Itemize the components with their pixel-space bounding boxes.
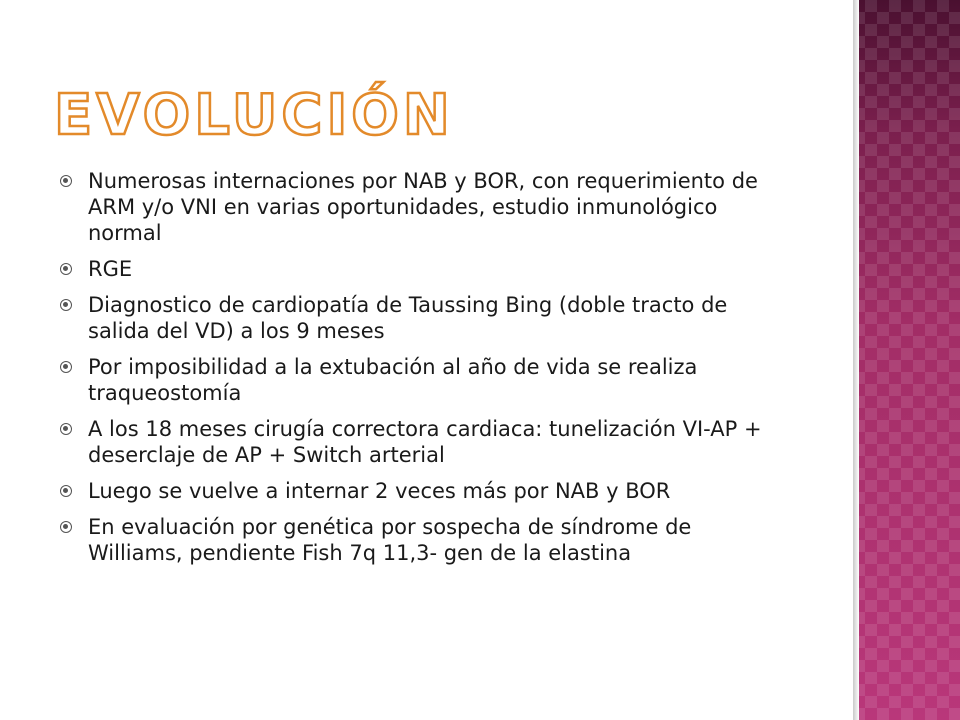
bullet-item — [60, 292, 780, 344]
bullet-text: Numerosas internaciones por NAB y BOR, con requerimiento de ARM y/o VNI en varias oportunidades, estudio inmunológico normal — [88, 169, 758, 245]
bullet-item — [60, 514, 780, 566]
bullet-list — [60, 168, 780, 576]
bullet-text: Luego se vuelve a internar 2 veces más por NAB y BOR — [88, 479, 671, 503]
bullet-text: Diagnostico de cardiopatía de Taussing Bing (doble tracto de salida del VD) a los 9 meses — [88, 293, 728, 343]
circle-dot-icon — [60, 175, 72, 187]
circle-dot-icon — [60, 263, 72, 275]
circle-dot-icon — [60, 485, 72, 497]
bullet-text: RGE — [88, 257, 133, 281]
decorative-side-panel — [853, 0, 960, 720]
circle-dot-icon — [60, 361, 72, 373]
bullet-item — [60, 168, 780, 246]
bullet-text: En evaluación por genética por sospecha de síndrome de Williams, pendiente Fish 7q 11,3- gen de la elastina — [88, 515, 692, 565]
circle-dot-icon — [60, 423, 72, 435]
bullet-item — [60, 256, 780, 282]
bullet-text: Por imposibilidad a la extubación al año de vida se realiza traqueostomía — [88, 355, 698, 405]
circle-dot-icon — [60, 521, 72, 533]
bullet-item — [60, 478, 780, 504]
circle-dot-icon — [60, 299, 72, 311]
bullet-text: A los 18 meses cirugía correctora cardiaca: tunelización VI-AP + deserclaje de AP + Switch arterial — [88, 417, 762, 467]
bullet-item — [60, 354, 780, 406]
slide-title: EVOLUCIÓN — [54, 83, 454, 148]
bullet-item — [60, 416, 780, 468]
